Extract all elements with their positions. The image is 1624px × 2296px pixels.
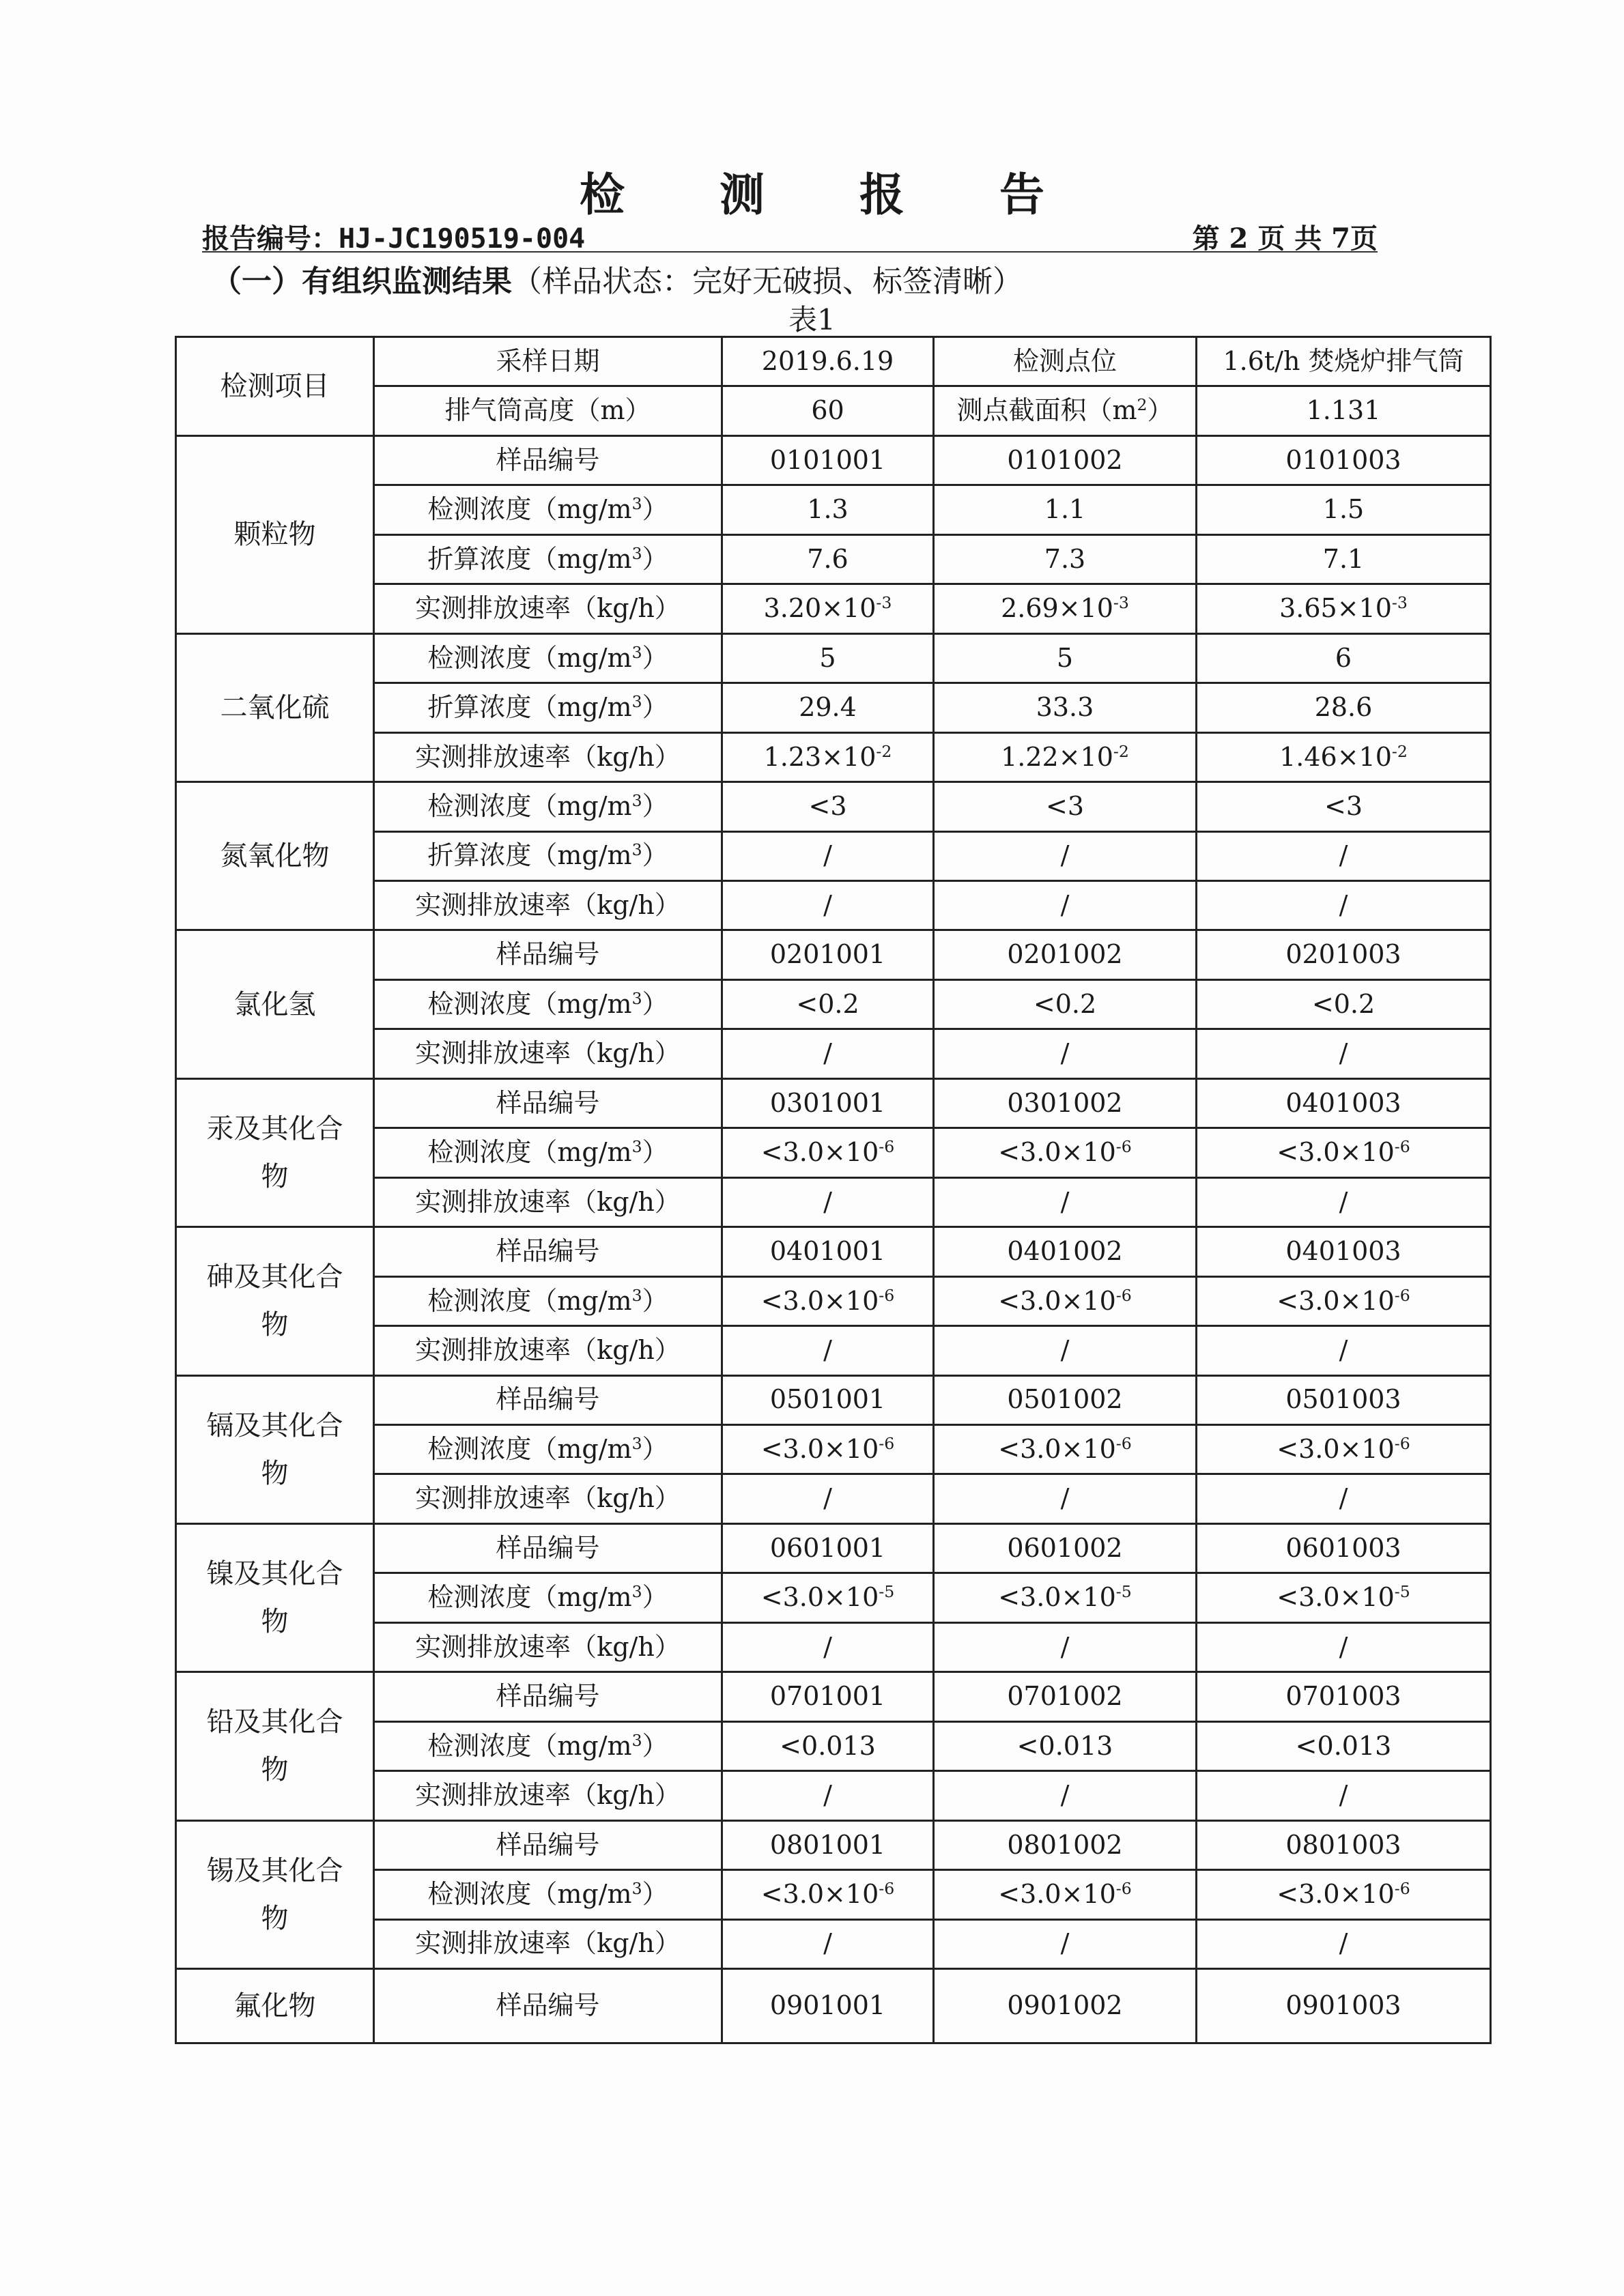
item-header-cell: 检测项目 — [176, 337, 374, 436]
value-cell: <0.013 — [722, 1721, 934, 1770]
value-cell: / — [1197, 1622, 1491, 1671]
value-cell: 0101002 — [934, 435, 1197, 485]
value-cell: 0701001 — [722, 1672, 934, 1721]
value-cell: 0901001 — [722, 1968, 934, 2043]
value-cell: 0401003 — [1197, 1227, 1491, 1276]
value-cell: 1.1 — [934, 485, 1197, 534]
pollutant-name-cell: 铅及其化合物 — [176, 1672, 374, 1820]
value-cell: / — [722, 1326, 934, 1375]
pollutant-name-cell: 颗粒物 — [176, 435, 374, 633]
table-row — [176, 930, 1491, 979]
value-cell: / — [722, 831, 934, 880]
value-cell: 1.3 — [722, 485, 934, 534]
value-cell: 0801001 — [722, 1820, 934, 1869]
value-cell: 0101001 — [722, 435, 934, 485]
value-cell: 0601001 — [722, 1523, 934, 1573]
value-cell: 29.4 — [722, 683, 934, 732]
table-body — [176, 337, 1491, 2043]
parameter-label-cell: 检测浓度$(mg/m^3)$ — [374, 485, 722, 534]
parameter-label-cell: 实测排放速率（kg/h） — [374, 732, 722, 781]
value-cell: 7.6 — [722, 534, 934, 584]
value-cell: 0901003 — [1197, 1968, 1491, 2043]
value-cell: / — [1197, 1177, 1491, 1226]
value-cell: $1.46\times 10^{-2}$ — [1197, 732, 1491, 781]
table-row — [176, 1078, 1491, 1128]
table-row — [176, 1672, 1491, 1721]
value-cell: $<3.0\times 10^{-6}$ — [934, 1424, 1197, 1474]
value-cell: 0401001 — [722, 1227, 934, 1276]
table-cell: 采样日期 — [374, 337, 722, 386]
value-cell: 0801003 — [1197, 1820, 1491, 1869]
value-cell: 0901002 — [934, 1968, 1197, 2043]
value-cell: / — [1197, 831, 1491, 880]
page-indicator: 第 2 页 共 7页 — [1192, 223, 1378, 255]
value-cell: / — [934, 880, 1197, 930]
parameter-label-cell: 折算浓度$(mg/m^3)$ — [374, 534, 722, 584]
parameter-label-cell: 样品编号 — [374, 1523, 722, 1573]
value-cell: / — [934, 1029, 1197, 1078]
value-cell: / — [1197, 1029, 1491, 1078]
pollutant-name-cell: 氮氧化物 — [176, 782, 374, 930]
value-cell: $<3.0\times 10^{-6}$ — [722, 1276, 934, 1325]
parameter-label-cell: 样品编号 — [374, 1227, 722, 1276]
report-header — [202, 217, 1378, 253]
value-cell: $<3.0\times 10^{-6}$ — [722, 1870, 934, 1919]
value-cell: / — [1197, 1474, 1491, 1523]
parameter-label-cell: 检测浓度$(mg/m^3)$ — [374, 1128, 722, 1177]
value-cell: <0.2 — [934, 979, 1197, 1029]
parameter-label-cell: 实测排放速率（kg/h） — [374, 1177, 722, 1226]
pollutant-name-cell: 镍及其化合物 — [176, 1523, 374, 1671]
value-cell: 0401002 — [934, 1227, 1197, 1276]
table-row — [176, 1523, 1491, 1573]
pollutant-name-cell: 汞及其化合物 — [176, 1078, 374, 1226]
parameter-label-cell: 样品编号 — [374, 1078, 722, 1128]
value-cell: 7.1 — [1197, 534, 1491, 584]
value-cell: $<3.0\times 10^{-6}$ — [722, 1424, 934, 1474]
value-cell: / — [722, 880, 934, 930]
value-cell: $<3.0\times 10^{-6}$ — [934, 1128, 1197, 1177]
document-title: 检 测 报 告 — [580, 168, 1084, 221]
parameter-label-cell: 样品编号 — [374, 1968, 722, 2043]
table-row — [176, 1227, 1491, 1276]
parameter-label-cell: 检测浓度$(mg/m^3)$ — [374, 1276, 722, 1325]
parameter-label-cell: 样品编号 — [374, 1375, 722, 1424]
parameter-label-cell: 折算浓度$(mg/m^3)$ — [374, 831, 722, 880]
table-row — [176, 1375, 1491, 1424]
parameter-label-cell: 检测浓度$(mg/m^3)$ — [374, 979, 722, 1029]
value-cell: $1.23\times 10^{-2}$ — [722, 732, 934, 781]
pollutant-name-cell: 氯化氢 — [176, 930, 374, 1078]
value-cell: <0.2 — [722, 979, 934, 1029]
value-cell: 0301002 — [934, 1078, 1197, 1128]
value-cell: 5 — [722, 633, 934, 683]
table-row — [176, 782, 1491, 831]
report-number: 报告编号：HJ-JC190519-004 — [202, 223, 586, 255]
value-cell: $<3.0\times 10^{-6}$ — [722, 1128, 934, 1177]
value-cell: 0101003 — [1197, 435, 1491, 485]
value-cell: $3.20\times 10^{-3}$ — [722, 584, 934, 633]
table-cell: 60 — [722, 386, 934, 435]
value-cell: 0301001 — [722, 1078, 934, 1128]
value-cell: $<3.0\times 10^{-6}$ — [1197, 1128, 1491, 1177]
section-title: （一）有组织监测结果 — [212, 264, 512, 299]
table-cell: 2019.6.19 — [722, 337, 934, 386]
value-cell: / — [722, 1771, 934, 1820]
section-heading — [212, 257, 1023, 300]
value-cell: $<3.0\times 10^{-5}$ — [722, 1573, 934, 1622]
value-cell: <0.2 — [1197, 979, 1491, 1029]
table-cell: 1.131 — [1197, 386, 1491, 435]
value-cell: / — [1197, 1771, 1491, 1820]
value-cell: <0.013 — [934, 1721, 1197, 1770]
value-cell: 0201001 — [722, 930, 934, 979]
parameter-label-cell: 样品编号 — [374, 435, 722, 485]
table-row — [176, 435, 1491, 485]
value-cell: <3 — [722, 782, 934, 831]
value-cell: $<3.0\times 10^{-6}$ — [1197, 1424, 1491, 1474]
table-cell: 检测点位 — [934, 337, 1197, 386]
value-cell: / — [722, 1474, 934, 1523]
value-cell: / — [722, 1029, 934, 1078]
value-cell: 0701002 — [934, 1672, 1197, 1721]
parameter-label-cell: 实测排放速率（kg/h） — [374, 880, 722, 930]
parameter-label-cell: 检测浓度$(mg/m^3)$ — [374, 633, 722, 683]
value-cell: 0801002 — [934, 1820, 1197, 1869]
value-cell: $<3.0\times 10^{-5}$ — [934, 1573, 1197, 1622]
parameter-label-cell: 检测浓度$(mg/m^3)$ — [374, 1424, 722, 1474]
table-cell: 1.6t/h 焚烧炉排气筒 — [1197, 337, 1491, 386]
table-cell: 排气筒高度（m） — [374, 386, 722, 435]
parameter-label-cell: 实测排放速率（kg/h） — [374, 1029, 722, 1078]
value-cell: $3.65\times 10^{-3}$ — [1197, 584, 1491, 633]
value-cell: 0201002 — [934, 930, 1197, 979]
value-cell: $<3.0\times 10^{-6}$ — [1197, 1276, 1491, 1325]
pollutant-name-cell: 镉及其化合物 — [176, 1375, 374, 1523]
parameter-label-cell: 实测排放速率（kg/h） — [374, 584, 722, 633]
parameter-label-cell: 检测浓度$(mg/m^3)$ — [374, 1870, 722, 1919]
pollutant-name-cell: 锡及其化合物 — [176, 1820, 374, 1968]
pollutant-name-cell: 氟化物 — [176, 1968, 374, 2043]
value-cell: 33.3 — [934, 683, 1197, 732]
value-cell: / — [722, 1622, 934, 1671]
value-cell: 7.3 — [934, 534, 1197, 584]
value-cell: 5 — [934, 633, 1197, 683]
table-row — [176, 1820, 1491, 1869]
value-cell: $<3.0\times 10^{-6}$ — [934, 1276, 1197, 1325]
parameter-label-cell: 检测浓度$(mg/m^3)$ — [374, 1721, 722, 1770]
value-cell: / — [1197, 1919, 1491, 1968]
value-cell: 0501003 — [1197, 1375, 1491, 1424]
value-cell: $<3.0\times 10^{-6}$ — [1197, 1870, 1491, 1919]
value-cell: <3 — [1197, 782, 1491, 831]
parameter-label-cell: 实测排放速率（kg/h） — [374, 1919, 722, 1968]
value-cell: / — [1197, 880, 1491, 930]
value-cell: 0601002 — [934, 1523, 1197, 1573]
header-divider — [202, 251, 1378, 253]
parameter-label-cell: 样品编号 — [374, 1820, 722, 1869]
pollutant-name-cell: 砷及其化合物 — [176, 1227, 374, 1375]
value-cell: 6 — [1197, 633, 1491, 683]
value-cell: <0.013 — [1197, 1721, 1491, 1770]
value-cell: / — [934, 1919, 1197, 1968]
value-cell: 0401003 — [1197, 1078, 1491, 1128]
parameter-label-cell: 实测排放速率（kg/h） — [374, 1622, 722, 1671]
value-cell: / — [934, 1177, 1197, 1226]
value-cell: <3 — [934, 782, 1197, 831]
pollutant-name-cell: 二氧化硫 — [176, 633, 374, 781]
value-cell: / — [934, 1771, 1197, 1820]
table-row — [176, 337, 1491, 386]
parameter-label-cell: 实测排放速率（kg/h） — [374, 1474, 722, 1523]
parameter-label-cell: 实测排放速率（kg/h） — [374, 1771, 722, 1820]
value-cell: 0501001 — [722, 1375, 934, 1424]
value-cell: 28.6 — [1197, 683, 1491, 732]
value-cell: 0201003 — [1197, 930, 1491, 979]
parameter-label-cell: 检测浓度$(mg/m^3)$ — [374, 1573, 722, 1622]
value-cell: 0701003 — [1197, 1672, 1491, 1721]
table-cell: 测点截面积$(m^2)$ — [934, 386, 1197, 435]
value-cell: / — [722, 1919, 934, 1968]
value-cell: $<3.0\times 10^{-6}$ — [934, 1870, 1197, 1919]
value-cell: 1.5 — [1197, 485, 1491, 534]
value-cell: / — [934, 1326, 1197, 1375]
parameter-label-cell: 实测排放速率（kg/h） — [374, 1326, 722, 1375]
value-cell: 0601003 — [1197, 1523, 1491, 1573]
value-cell: / — [934, 831, 1197, 880]
value-cell: / — [1197, 1326, 1491, 1375]
sample-status-note: （样品状态：完好无破损、标签清晰） — [512, 264, 1023, 299]
value-cell: / — [722, 1177, 934, 1226]
value-cell: $2.69\times 10^{-3}$ — [934, 584, 1197, 633]
parameter-label-cell: 样品编号 — [374, 1672, 722, 1721]
value-cell: / — [934, 1474, 1197, 1523]
value-cell: / — [934, 1622, 1197, 1671]
table-row — [176, 1968, 1491, 2043]
table-caption: 表1 — [788, 303, 836, 336]
parameter-label-cell: 折算浓度$(mg/m^3)$ — [374, 683, 722, 732]
value-cell: $1.22\times 10^{-2}$ — [934, 732, 1197, 781]
table-row — [176, 633, 1491, 683]
value-cell: $<3.0\times 10^{-5}$ — [1197, 1573, 1491, 1622]
value-cell: 0501002 — [934, 1375, 1197, 1424]
monitoring-results-table — [175, 336, 1492, 2044]
parameter-label-cell: 样品编号 — [374, 930, 722, 979]
parameter-label-cell: 检测浓度$(mg/m^3)$ — [374, 782, 722, 831]
